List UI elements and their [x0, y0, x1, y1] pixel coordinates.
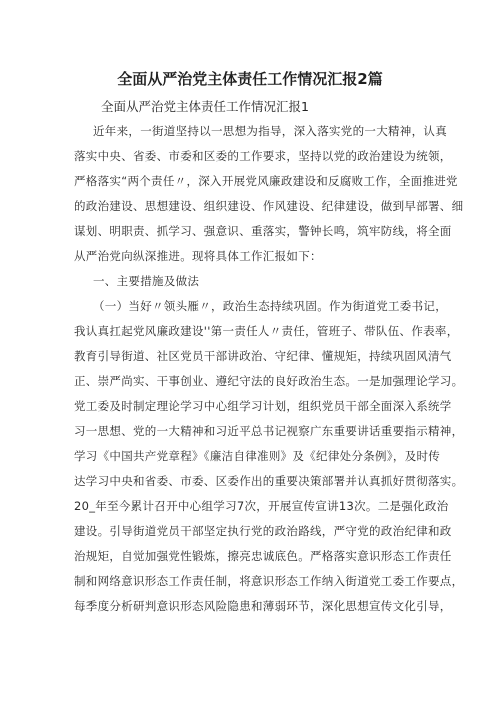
- body-line: 建设。引导街道党员干部坚定执行党的政治路线，严守党的政治纪律和政: [74, 524, 452, 538]
- body-line: 的政治建设、思想建设、组织建设、作风建设、纪律建设，做到早部署、细: [74, 199, 464, 213]
- body-line: 达学习中央和省委、市委、区委作出的重要决策部署并认真抓好贯彻落实。: [74, 474, 464, 488]
- body-line: 近年来，一街道坚持以一思想为指导，深入落实党的一大精神，认真: [93, 124, 447, 138]
- body-line: 从严治党向纵深推进。现将具体工作汇报如下：: [74, 249, 322, 263]
- body-line: 制和网络意识形态工作责任制，将意识形态工作纳入街道党工委工作要点，: [74, 574, 464, 588]
- document-title: 全面从严治党主体责任工作情况汇报2篇: [117, 70, 383, 88]
- section-heading: 一、主要措施及做法: [93, 274, 200, 288]
- body-line: 治规矩，自觉加强党性锻炼，擦亮忠诚底色。严格落实意识形态工作责任: [74, 549, 452, 563]
- document-subtitle: 全面从严治党主体责任工作情况汇报1: [101, 99, 309, 114]
- body-line: 落实中央、省委、市委和区委的工作要求，坚持以党的政治建设为统领，: [74, 149, 452, 163]
- body-line: 习一思想、党的一大精神和习近平总书记视察广东重要讲话重要指示精神，: [74, 424, 464, 438]
- body-line: 谋划、明职责、抓学习、强意识、重落实，警钟长鸣，筑牢防线，将全面: [74, 224, 452, 238]
- body-line: 教育引导街道、社区党员干部讲政治、守纪律、懂规矩，持续巩固风清气: [74, 349, 452, 363]
- body-line: （一）当好〃领头雁〃，政治生态持续巩固。作为街道党工委书记，: [93, 299, 447, 313]
- body-line: 严格落实“两个责任〃，深入开展党风廉政建设和反腐败工作，全面推进党: [74, 174, 458, 188]
- body-line: 正、崇严尚实、干事创业、遵纪守法的良好政治生态。一是加强理论学习。: [74, 374, 464, 388]
- body-line: 学习《中国共产党章程》《廉洁自律准则》及《纪律处分条例》，及时传: [74, 449, 441, 463]
- body-line: 每季度分析研判意识形态风险隐患和薄弱环节，深化思想宣传文化引导，: [74, 599, 452, 613]
- body-line: 20_年至今累计召开中心组学习7次，开展宣传宣讲13次。二是强化政治: [74, 499, 449, 513]
- body-line: 党工委及时制定理论学习中心组学习计划，组织党员干部全面深入系统学: [74, 399, 452, 413]
- body-line: 我认真扛起党风廉政建设''第一责任人〃责任，管班子、带队伍、作表率，: [74, 324, 459, 338]
